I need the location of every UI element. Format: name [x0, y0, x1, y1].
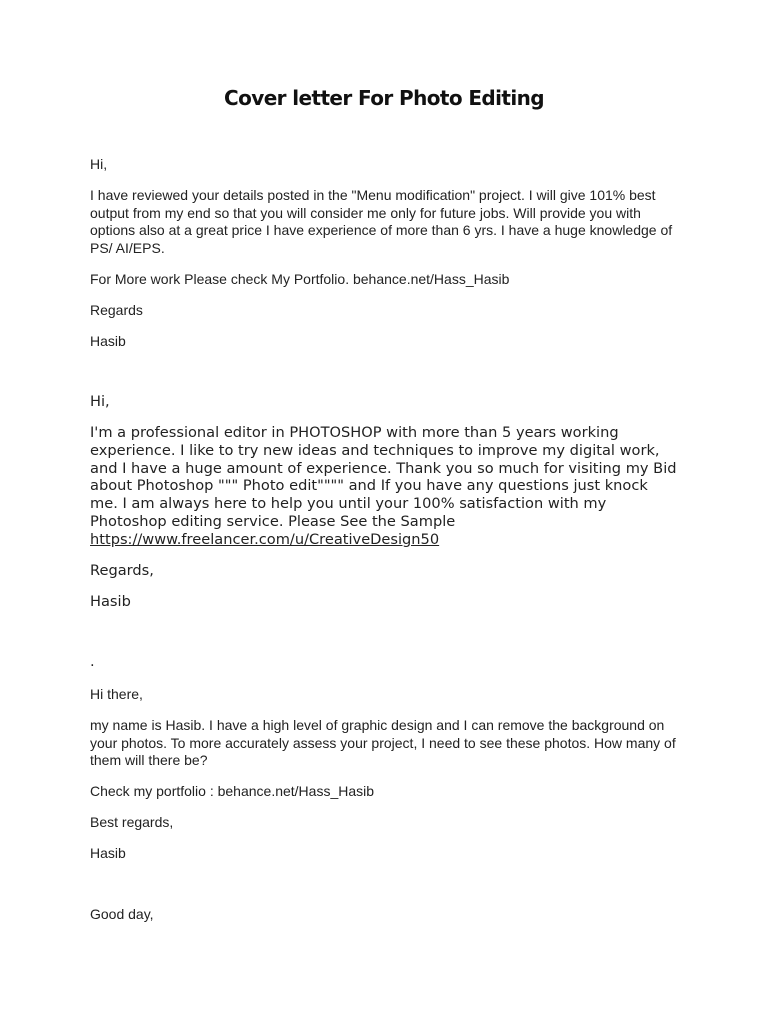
letter-separator: .	[90, 653, 95, 670]
letter2-signature: Hasib	[90, 593, 131, 610]
letter4-greeting: Good day,	[90, 906, 154, 922]
letter2-greeting: Hi,	[90, 393, 110, 410]
letter1-closing: Regards	[90, 302, 143, 318]
letter2-body-block	[90, 424, 680, 549]
letter3-body: my name is Hasib. I have a high level of graphic design and I can remove the background on your photos. To more accurately assess your project, I need to see these photos. How many of them will there be?	[90, 717, 676, 768]
letter1-portfolio-line: For More work Please check My Portfolio. behance.net/Hass_Hasib	[90, 271, 510, 287]
letter3-greeting: Hi there,	[90, 686, 143, 702]
letter2-body: I'm a professional editor in PHOTOSHOP with more than 5 years working experience. I like to try new ideas and techniques to improve my digital work, and I have a huge amount of experience. Thank you so much for visiting my Bid about Photoshop """ Photo edit"""" and If you have any questions just knock me. I am always here to help you until your 100% satisfaction with my Photoshop editing service. Please See the Sample	[90, 424, 677, 530]
letter3-portfolio-line: Check my portfolio : behance.net/Hass_Hasib	[90, 783, 375, 799]
freelancer-link[interactable]: https://www.freelancer.com/u/CreativeDesign50	[90, 530, 440, 548]
letter1-greeting: Hi,	[90, 156, 108, 172]
document-title: Cover letter For Photo Editing	[224, 86, 544, 110]
letter2-closing: Regards,	[90, 562, 154, 579]
letter3-closing: Best regards,	[90, 814, 174, 830]
letter1-signature: Hasib	[90, 333, 126, 349]
letter3-signature: Hasib	[90, 845, 126, 861]
letter1-body: I have reviewed your details posted in the "Menu modification" project. I will give 101% best output from my end so that you will consider me only for future jobs. Will provide you with options also at a great price I have experience of more than 6 yrs. I have a huge knowledge of PS/ AI/EPS.	[90, 187, 673, 256]
